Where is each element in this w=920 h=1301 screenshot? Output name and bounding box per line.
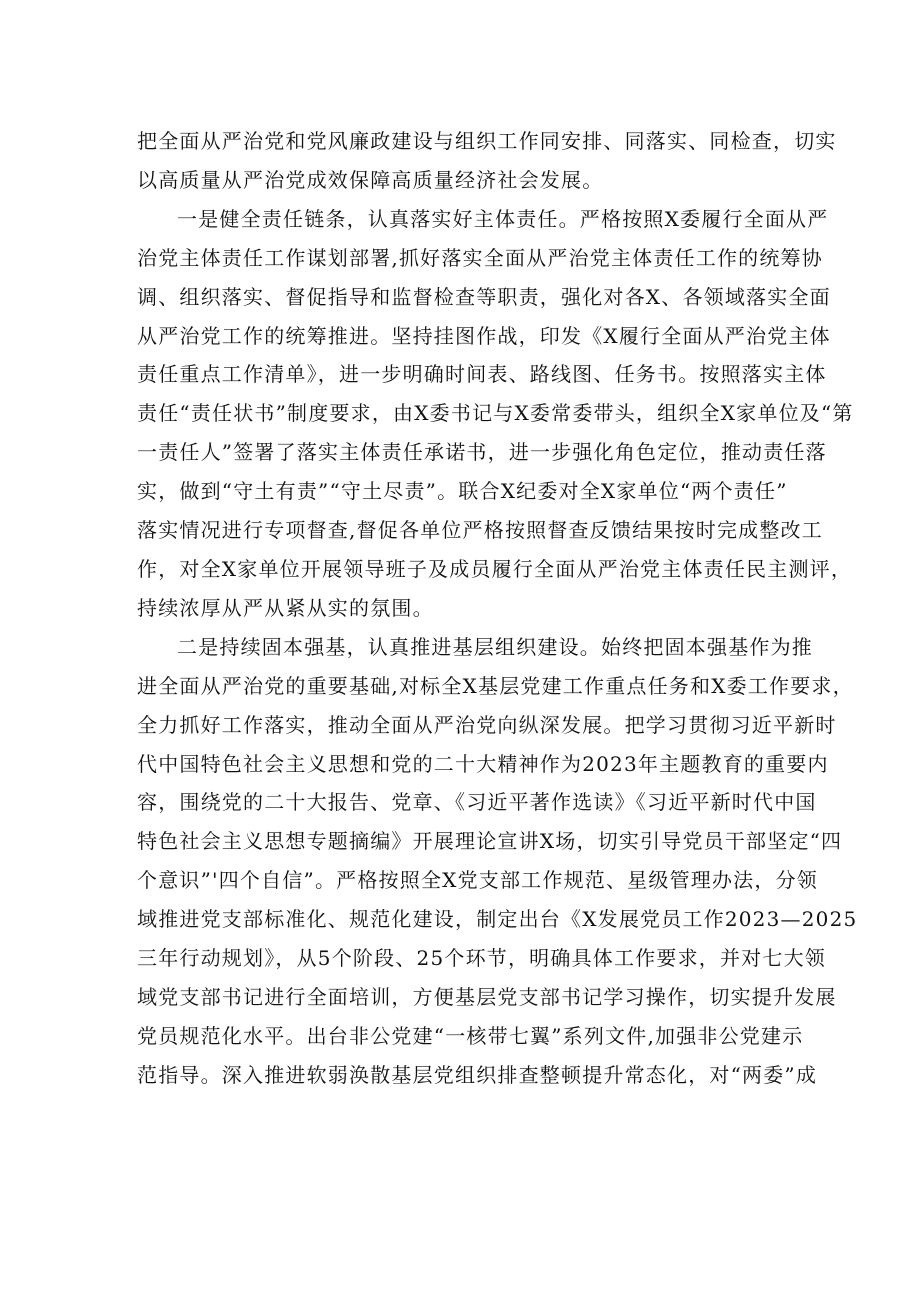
text-line: 一责任人”签署了落实主体责任承诺书，进一步强化角色定位，推动责任落 [137, 440, 827, 465]
text-line: 代中国特色社会主义思想和党的二十大精神作为2023年主题教育的重要内 [137, 751, 829, 776]
text-line: 责任“责任状书”制度要求，由X委书记与X委常委带头，组织全X家单位及“第 [137, 401, 854, 426]
text-line: 以高质量从严治党成效保障高质量经济社会发展。 [137, 167, 604, 192]
text-line: 域推进党支部标准化、规范化建设，制定出台《X发展党员工作2023—2025 [137, 907, 858, 932]
text-line: 一是健全责任链条，认真落实好主体责任。严格按照X委履行全面从严 [177, 206, 829, 231]
document-body [137, 122, 858, 1095]
text-line: 落实情况进行专项督查,督促各单位严格按照督查反馈结果按时完成整改工 [137, 518, 823, 543]
text-line: 调、组织落实、督促指导和监督检查等职责，强化对各X、各领域落实全面 [137, 284, 831, 309]
text-line: 特色社会主义思想专题摘编》开展理论宣讲X场，切实引导党员干部坚定“四 [137, 829, 843, 854]
text-line: 范指导。深入推进软弱涣散基层党组织排查整顿提升常态化，对“两委”成 [137, 1062, 818, 1087]
text-line: 二是持续固本强基，认真推进基层组织建设。始终把固本强基作为推 [177, 634, 813, 659]
text-line: 个意识”'四个自信”。严格按照全X党支部工作规范、星级管理办法，分领 [137, 868, 818, 893]
paragraph-1 [137, 122, 837, 200]
text-line: 全力抓好工作落实，推动全面从严治党向纵深发展。把学习贯彻习近平新时 [137, 712, 837, 737]
text-line: 从严治党工作的统筹推进。坚持挂图作战，印发《X履行全面从严治党主体 [137, 323, 831, 348]
text-line: 进全面从严治党的重要基础,对标全X基层党建工作重点任务和X委工作要求， [137, 673, 854, 698]
text-line: 党员规范化水平。出台非公党建“一核带七翼”系列文件,加强非公党建示 [137, 1023, 804, 1048]
text-line: 持续浓厚从严从紧从实的氛围。 [137, 595, 434, 620]
text-line: 治党主体责任工作谋划部署,抓好落实全面从严治党主体责任工作的统筹协 [137, 245, 823, 270]
paragraph-3 [137, 628, 858, 1095]
text-line: 作，对全X家单位开展领导班子及成员履行全面从严治党主体责任民主测评， [137, 556, 853, 581]
text-line: 责任重点工作清单》，进一步明确时间表、路线图、任务书。按照落实主体 [137, 362, 827, 387]
text-line: 实，做到“守土有责”“守土尽责”。联合X纪委对全X家单位“两个责任” [137, 479, 788, 504]
text-line: 容，围绕党的二十大报告、党章、《习近平著作选读》《习近平新时代中国 [137, 790, 817, 815]
text-line: 三年行动规划》，从5个阶段、25个环节，明确具体工作要求，并对七大领 [137, 946, 826, 971]
text-line: 域党支部书记进行全面培训，方便基层党支部书记学习操作，切实提升发展 [137, 984, 837, 1009]
text-line: 把全面从严治党和党风廉政建设与组织工作同安排、同落实、同检查，切实 [137, 129, 837, 153]
paragraph-2 [137, 200, 854, 628]
